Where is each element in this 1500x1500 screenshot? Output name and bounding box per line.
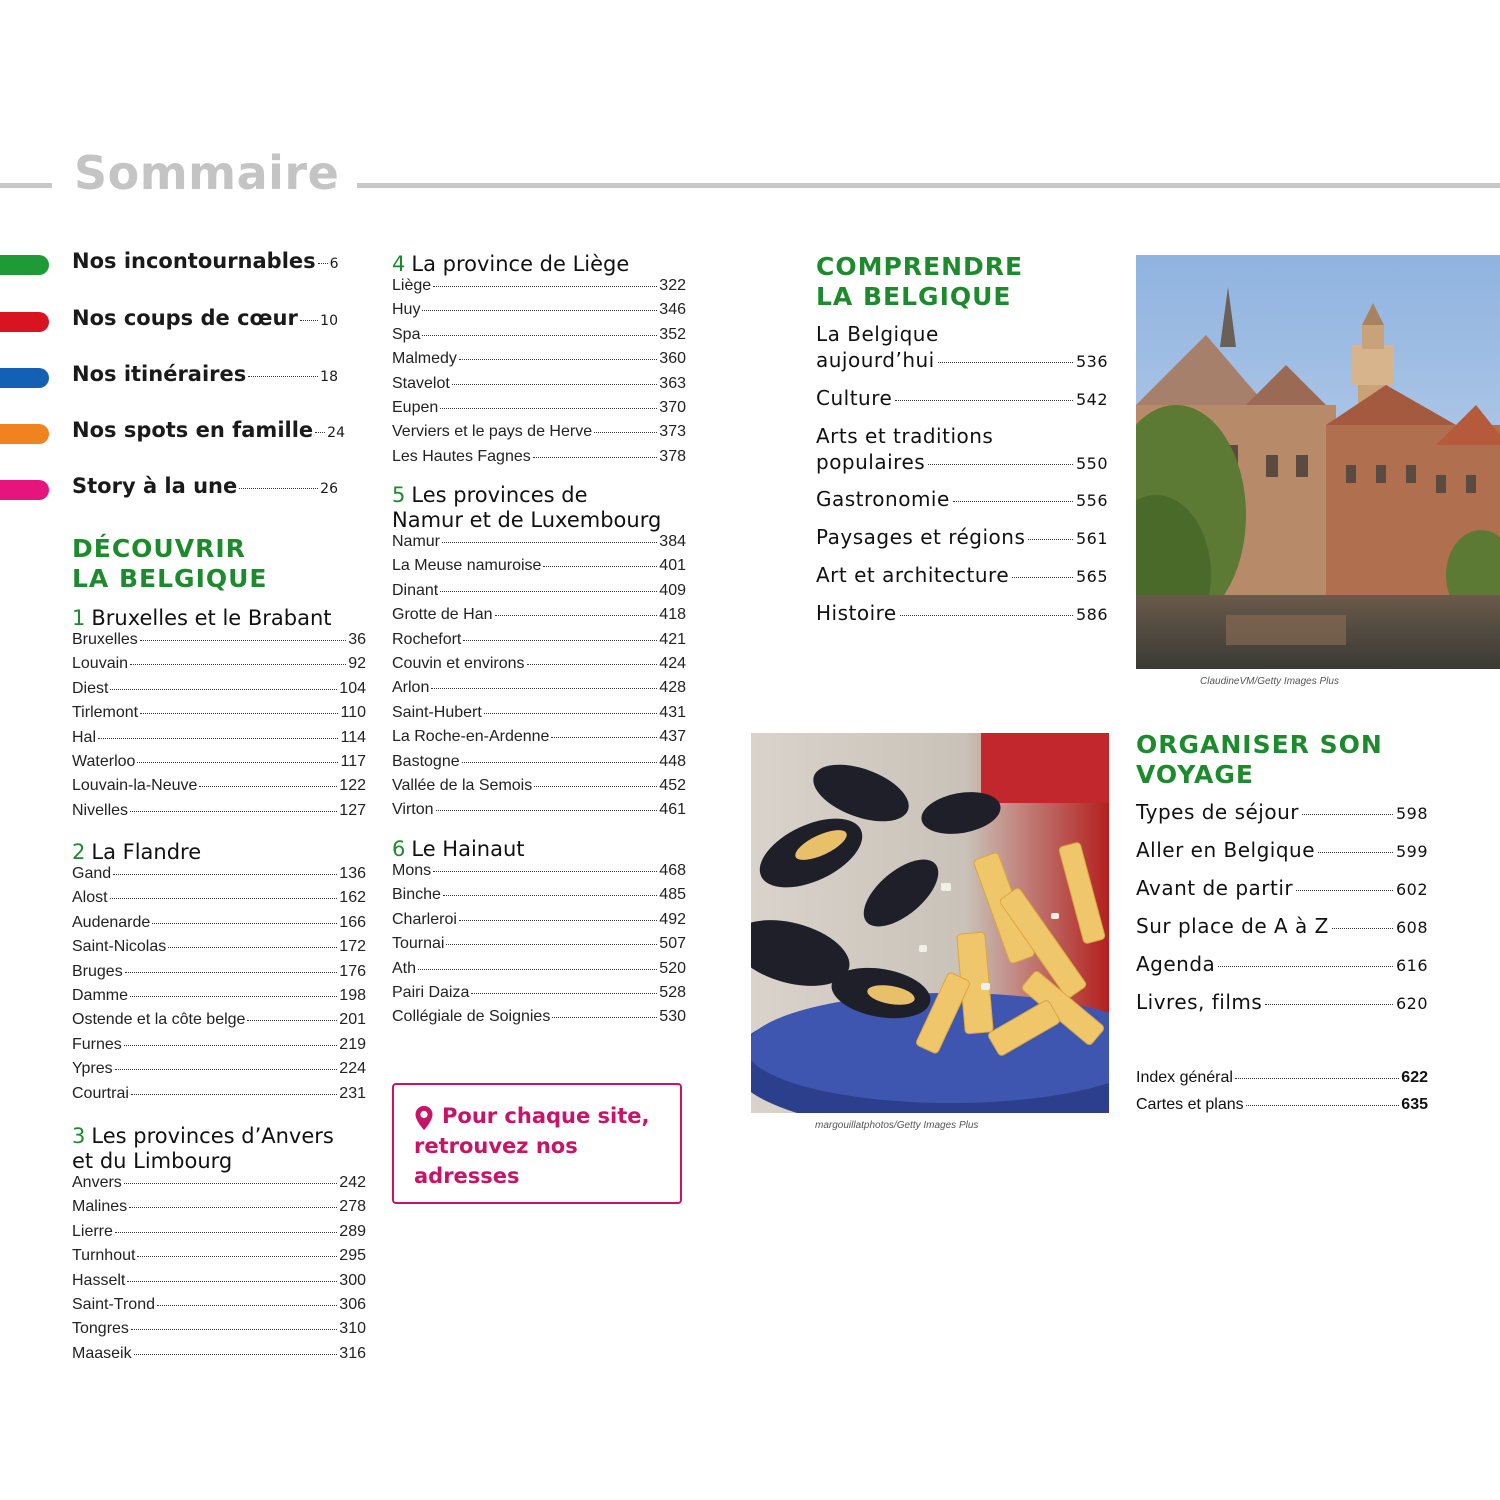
entry-name: Les Hautes Fagnes bbox=[392, 447, 531, 465]
section-heading-decouvrir: DÉCOUVRIR LA BELGIQUE bbox=[72, 534, 268, 593]
dot-leader bbox=[199, 786, 337, 787]
chapter-title: 5 Les provinces de bbox=[392, 483, 588, 507]
dot-leader bbox=[140, 640, 346, 641]
entry-page: 117 bbox=[340, 752, 366, 770]
toc-entry[interactable] bbox=[72, 914, 366, 938]
entry-name: Diest bbox=[72, 679, 109, 697]
dot-leader bbox=[137, 762, 338, 763]
toc-entry[interactable] bbox=[72, 802, 366, 826]
entry-page: 492 bbox=[659, 910, 686, 928]
entry-page: 122 bbox=[339, 777, 366, 795]
entry-page: 162 bbox=[339, 889, 366, 907]
entry-name: Dinant bbox=[392, 581, 439, 599]
entry-page: 289 bbox=[339, 1222, 366, 1240]
entry-name: Bruges bbox=[72, 962, 123, 980]
toc-entry[interactable] bbox=[392, 448, 686, 472]
entry-page: 448 bbox=[659, 752, 686, 770]
title-rule-left bbox=[0, 183, 52, 188]
dot-leader bbox=[157, 1305, 337, 1306]
toc-entry[interactable] bbox=[392, 728, 686, 752]
toc-entry[interactable] bbox=[392, 606, 686, 630]
chapter-4 bbox=[392, 252, 686, 472]
toc-entry[interactable]: Culture 542 bbox=[816, 386, 1108, 410]
toc-entry[interactable]: Arts et traditions populaires 550 bbox=[816, 424, 1108, 474]
entry-page: 520 bbox=[659, 959, 686, 977]
entry-name: Collégiale de Soignies bbox=[392, 1008, 551, 1026]
chapter-entries bbox=[392, 533, 686, 826]
toc-entry[interactable] bbox=[72, 1198, 366, 1222]
entry-name: Saint-Trond bbox=[72, 1295, 155, 1313]
dot-leader bbox=[124, 1183, 338, 1184]
toc-entry[interactable]: Types de séjour 598 bbox=[1136, 800, 1428, 824]
entry-page: 219 bbox=[339, 1035, 366, 1053]
toc-entry[interactable]: Agenda 616 bbox=[1136, 952, 1428, 976]
toc-entry[interactable] bbox=[72, 777, 366, 801]
toc-entry[interactable] bbox=[72, 1247, 366, 1271]
entry-name: Tournai bbox=[392, 935, 445, 953]
chapter-entries bbox=[392, 277, 686, 472]
dot-leader bbox=[110, 689, 337, 690]
toc-entry[interactable] bbox=[392, 655, 686, 679]
chapter-3 bbox=[72, 1124, 366, 1369]
chapter-title: 1 Bruxelles et le Brabant bbox=[72, 606, 332, 630]
toc-entry[interactable] bbox=[72, 1174, 366, 1198]
toc-entry[interactable] bbox=[392, 862, 686, 886]
toc-entry[interactable]: Aller en Belgique 599 bbox=[1136, 838, 1428, 862]
entry-page: 485 bbox=[659, 886, 686, 904]
dot-leader bbox=[462, 762, 658, 763]
toc-entry[interactable]: Art et architecture 565 bbox=[816, 563, 1108, 587]
entry-page: 437 bbox=[659, 728, 686, 746]
dot-leader bbox=[471, 993, 657, 994]
toc-entry[interactable] bbox=[72, 963, 366, 987]
dot-leader bbox=[124, 1045, 338, 1046]
dot-leader bbox=[594, 432, 657, 433]
dot-leader bbox=[115, 1232, 337, 1233]
toc-entry[interactable] bbox=[392, 582, 686, 606]
toc-entry[interactable] bbox=[392, 631, 686, 655]
toc-entry[interactable] bbox=[392, 679, 686, 703]
highlight-coups-de-coeur[interactable]: Nos coups de cœur 10 bbox=[0, 306, 350, 336]
dot-leader bbox=[440, 408, 657, 409]
toc-entry[interactable] bbox=[392, 533, 686, 557]
toc-entry[interactable]: Gastronomie 556 bbox=[816, 487, 1108, 511]
entry-name: Hasselt bbox=[72, 1271, 126, 1289]
entry-name: Charleroi bbox=[392, 910, 457, 928]
dot-leader bbox=[459, 920, 657, 921]
entry-page: 370 bbox=[659, 398, 686, 416]
entry-page: 36 bbox=[348, 631, 366, 648]
bruges-photo-credit: ClaudineVM/Getty Images Plus bbox=[1200, 676, 1339, 687]
toc-entry[interactable] bbox=[72, 655, 366, 679]
toc-entry[interactable]: Avant de partir 602 bbox=[1136, 876, 1428, 900]
entry-page: 166 bbox=[339, 913, 366, 931]
addresses-callout bbox=[392, 1083, 682, 1204]
dot-leader bbox=[459, 359, 657, 360]
toc-entry[interactable]: Livres, films 620 bbox=[1136, 990, 1428, 1014]
toc-entry[interactable] bbox=[72, 753, 366, 777]
dot-leader bbox=[440, 591, 657, 592]
toc-entry[interactable] bbox=[392, 423, 686, 447]
dot-leader bbox=[446, 944, 657, 945]
toc-entry[interactable]: Paysages et régions 561 bbox=[816, 525, 1108, 549]
entry-page: 424 bbox=[659, 654, 686, 672]
entry-page: 468 bbox=[659, 862, 686, 879]
dot-leader bbox=[130, 811, 337, 812]
entry-name: Rochefort bbox=[392, 630, 462, 648]
dot-leader bbox=[130, 996, 337, 997]
entry-page: 461 bbox=[659, 801, 686, 819]
toc-entry[interactable] bbox=[72, 987, 366, 1011]
highlight-incontournables[interactable]: Nos incontournables 6 bbox=[0, 249, 350, 279]
dot-leader bbox=[110, 898, 338, 899]
chapter-title-line2: Namur et de Luxembourg bbox=[392, 508, 662, 532]
chapter-entries bbox=[72, 1174, 366, 1369]
dot-leader bbox=[130, 664, 346, 665]
dot-leader bbox=[113, 874, 337, 875]
blue-tab-marker bbox=[0, 368, 49, 388]
entry-name: Waterloo bbox=[72, 752, 136, 770]
dot-leader bbox=[552, 1017, 657, 1018]
toc-entry[interactable] bbox=[392, 375, 686, 399]
entry-name: Malmedy bbox=[392, 350, 457, 368]
entry-page: 418 bbox=[659, 606, 686, 624]
toc-entry[interactable] bbox=[72, 631, 366, 655]
entry-page: 110 bbox=[340, 704, 366, 722]
entry-name: Anvers bbox=[72, 1174, 122, 1191]
chapter-2 bbox=[72, 840, 366, 1109]
entry-page: 528 bbox=[659, 983, 686, 1001]
entry-name: Verviers et le pays de Herve bbox=[392, 423, 593, 441]
dot-leader bbox=[442, 542, 657, 543]
entry-name: Louvain-la-Neuve bbox=[72, 777, 198, 795]
toc-entry[interactable] bbox=[392, 1008, 686, 1032]
entry-name: Arlon bbox=[392, 679, 430, 697]
entry-page: 300 bbox=[339, 1271, 366, 1289]
toc-entry[interactable] bbox=[72, 1296, 366, 1320]
entry-page: 172 bbox=[339, 938, 366, 956]
dot-leader bbox=[129, 1207, 337, 1208]
toc-entry[interactable] bbox=[72, 1011, 366, 1035]
entry-name: Saint-Hubert bbox=[392, 703, 482, 721]
mussels-photo-credit: margouillatphotos/Getty Images Plus bbox=[815, 1120, 979, 1131]
entry-name: Bruxelles bbox=[72, 631, 138, 648]
dot-leader bbox=[495, 615, 658, 616]
entry-page: 198 bbox=[339, 986, 366, 1004]
toc-entry[interactable] bbox=[392, 557, 686, 581]
toc-entry[interactable] bbox=[72, 1060, 366, 1084]
orange-tab-marker bbox=[0, 424, 49, 444]
entry-page: 231 bbox=[339, 1084, 366, 1102]
organiser-list bbox=[1136, 800, 1428, 1028]
entry-page: 421 bbox=[659, 630, 686, 648]
entry-name: Alost bbox=[72, 889, 108, 907]
dot-leader bbox=[436, 810, 658, 811]
toc-entry[interactable] bbox=[72, 1223, 366, 1247]
entry-name: Courtrai bbox=[72, 1084, 129, 1102]
entry-page: 322 bbox=[659, 277, 686, 294]
mussels-fries-photo bbox=[751, 733, 1109, 1113]
dot-leader bbox=[534, 786, 657, 787]
entry-name: Couvin et environs bbox=[392, 654, 525, 672]
comprendre-list bbox=[816, 322, 1108, 639]
entry-page: 114 bbox=[340, 728, 366, 746]
entry-name: Namur bbox=[392, 533, 441, 550]
entry-name: Malines bbox=[72, 1198, 128, 1216]
entry-name: Liège bbox=[392, 277, 432, 294]
toc-entry[interactable] bbox=[392, 935, 686, 959]
index-entry[interactable]: Cartes et plans 635 bbox=[1136, 1096, 1428, 1113]
entry-name: Audenarde bbox=[72, 913, 151, 931]
toc-entry[interactable] bbox=[392, 399, 686, 423]
entry-page: 401 bbox=[659, 557, 686, 575]
toc-entry[interactable] bbox=[72, 1345, 366, 1369]
toc-entry[interactable] bbox=[72, 889, 366, 913]
entry-page: 201 bbox=[339, 1011, 366, 1029]
dot-leader bbox=[463, 640, 657, 641]
entry-page: 373 bbox=[659, 423, 686, 441]
entry-name: Lierre bbox=[72, 1222, 113, 1240]
highlight-itineraires[interactable]: Nos itinéraires 18 bbox=[0, 362, 350, 392]
entry-name: Huy bbox=[392, 301, 421, 319]
entry-page: 92 bbox=[348, 655, 366, 673]
toc-entry[interactable] bbox=[72, 865, 366, 889]
entry-page: 104 bbox=[339, 679, 366, 697]
entry-page: 363 bbox=[659, 374, 686, 392]
toc-entry[interactable] bbox=[72, 680, 366, 704]
dot-leader bbox=[418, 969, 657, 970]
toc-entry[interactable] bbox=[392, 301, 686, 325]
toc-entry[interactable] bbox=[392, 777, 686, 801]
entry-name: Louvain bbox=[72, 655, 129, 673]
dot-leader bbox=[422, 310, 657, 311]
entry-page: 295 bbox=[339, 1247, 366, 1265]
entry-name: Virton bbox=[392, 801, 434, 819]
entry-name: Tongres bbox=[72, 1320, 129, 1338]
entry-name: La Roche-en-Ardenne bbox=[392, 728, 550, 746]
entry-name: Eupen bbox=[392, 398, 439, 416]
toc-entry[interactable] bbox=[72, 704, 366, 728]
bruges-photo bbox=[1136, 255, 1500, 669]
dot-leader bbox=[140, 713, 338, 714]
dot-leader bbox=[527, 664, 658, 665]
toc-entry[interactable] bbox=[392, 704, 686, 728]
dot-leader bbox=[452, 384, 657, 385]
entry-name: Hal bbox=[72, 728, 97, 746]
toc-entry[interactable] bbox=[72, 1036, 366, 1060]
dot-leader bbox=[131, 1094, 337, 1095]
entry-page: 346 bbox=[659, 301, 686, 319]
chapter-title-line2: et du Limbourg bbox=[72, 1149, 233, 1173]
toc-entry[interactable] bbox=[392, 277, 686, 301]
dot-leader bbox=[134, 1354, 338, 1355]
toc-entry[interactable] bbox=[392, 801, 686, 825]
dot-leader bbox=[543, 566, 657, 567]
entry-page: 428 bbox=[659, 679, 686, 697]
entry-page: 176 bbox=[339, 962, 366, 980]
chapter-entries bbox=[72, 865, 366, 1109]
toc-entry[interactable] bbox=[392, 886, 686, 910]
dot-leader bbox=[115, 1069, 338, 1070]
entry-page: 306 bbox=[339, 1295, 366, 1313]
entry-name: Tirlemont bbox=[72, 704, 139, 722]
dot-leader bbox=[247, 1020, 337, 1021]
chapter-entries bbox=[72, 631, 366, 826]
chapter-5 bbox=[392, 483, 686, 826]
dot-leader bbox=[533, 457, 658, 458]
dot-leader bbox=[431, 688, 657, 689]
highlight-spots-famille[interactable]: Nos spots en famille 24 bbox=[0, 418, 350, 448]
toc-entry[interactable]: Sur place de A à Z 608 bbox=[1136, 914, 1428, 938]
dot-leader bbox=[433, 871, 657, 872]
entry-name: La Meuse namuroise bbox=[392, 557, 542, 575]
entry-name: Mons bbox=[392, 862, 432, 879]
entry-name: Ypres bbox=[72, 1060, 113, 1078]
entry-page: 224 bbox=[339, 1060, 366, 1078]
entry-page: 507 bbox=[659, 935, 686, 953]
toc-entry[interactable] bbox=[392, 960, 686, 984]
entry-page: 310 bbox=[339, 1320, 366, 1338]
dot-leader bbox=[484, 713, 657, 714]
entry-name: Ostende et la côte belge bbox=[72, 1011, 246, 1029]
toc-entry[interactable] bbox=[72, 1085, 366, 1109]
dot-leader bbox=[551, 737, 657, 738]
entry-page: 384 bbox=[659, 533, 686, 550]
index-list bbox=[1136, 1069, 1428, 1123]
callout-text: Pour chaque site, retrouvez nos adresses bbox=[414, 1104, 650, 1188]
chapter-title: 4 La province de Liège bbox=[392, 252, 630, 276]
dot-leader bbox=[152, 923, 337, 924]
entry-name: Vallée de la Semois bbox=[392, 776, 533, 794]
highlight-story[interactable]: Story à la une 26 bbox=[0, 474, 350, 504]
entry-name: Turnhout bbox=[72, 1247, 136, 1265]
dot-leader bbox=[433, 286, 657, 287]
toc-entry[interactable]: La Belgique aujourd’hui 536 bbox=[816, 322, 1108, 372]
entry-page: 452 bbox=[659, 776, 686, 794]
section-heading-organiser: ORGANISER SON VOYAGE bbox=[1136, 730, 1383, 789]
chapter-entries bbox=[392, 862, 686, 1033]
entry-name: Ath bbox=[392, 959, 417, 977]
entry-page: 242 bbox=[339, 1174, 366, 1191]
entry-page: 136 bbox=[339, 865, 366, 882]
entry-name: Nivelles bbox=[72, 801, 129, 819]
toc-entry[interactable] bbox=[392, 326, 686, 350]
entry-name: Grotte de Han bbox=[392, 606, 493, 624]
entry-page: 378 bbox=[659, 447, 686, 465]
red-tab-marker bbox=[0, 312, 49, 332]
dot-leader bbox=[443, 895, 657, 896]
entry-name: Bastogne bbox=[392, 752, 460, 770]
entry-name: Maaseik bbox=[72, 1344, 132, 1362]
chapter-6 bbox=[392, 837, 686, 1033]
entry-name: Spa bbox=[392, 325, 421, 343]
entry-name: Furnes bbox=[72, 1035, 122, 1053]
dot-leader bbox=[422, 335, 657, 336]
toc-entry[interactable] bbox=[72, 729, 366, 753]
dot-leader bbox=[98, 738, 338, 739]
dot-leader bbox=[137, 1256, 337, 1257]
page-title: Sommaire bbox=[74, 146, 340, 200]
toc-entry[interactable] bbox=[392, 984, 686, 1008]
chapter-title: 2 La Flandre bbox=[72, 840, 202, 864]
entry-page: 352 bbox=[659, 325, 686, 343]
entry-name: Saint-Nicolas bbox=[72, 938, 167, 956]
entry-page: 409 bbox=[659, 581, 686, 599]
entry-name: Binche bbox=[392, 886, 441, 904]
toc-entry[interactable] bbox=[392, 350, 686, 374]
title-rule-right bbox=[357, 183, 1500, 188]
toc-entry[interactable] bbox=[72, 1320, 366, 1344]
entry-name: Pairi Daiza bbox=[392, 983, 470, 1001]
entry-page: 431 bbox=[659, 703, 686, 721]
chapter-1 bbox=[72, 606, 366, 826]
pink-tab-marker bbox=[0, 480, 49, 500]
dot-leader bbox=[168, 947, 337, 948]
entry-name: Damme bbox=[72, 986, 129, 1004]
toc-entry[interactable]: Histoire 586 bbox=[816, 601, 1108, 625]
entry-page: 127 bbox=[339, 801, 366, 819]
green-tab-marker bbox=[0, 255, 49, 275]
dot-leader bbox=[127, 1281, 337, 1282]
toc-entry[interactable] bbox=[392, 753, 686, 777]
index-entry[interactable]: Index général 622 bbox=[1136, 1069, 1428, 1086]
chapter-title: 6 Le Hainaut bbox=[392, 837, 525, 861]
toc-entry[interactable] bbox=[392, 911, 686, 935]
chapter-title: 3 Les provinces d’Anvers bbox=[72, 1124, 334, 1148]
section-heading-comprendre: COMPRENDRE LA BELGIQUE bbox=[816, 252, 1024, 311]
entry-name: Gand bbox=[72, 865, 112, 882]
entry-page: 530 bbox=[659, 1008, 686, 1026]
dot-leader bbox=[125, 972, 338, 973]
toc-entry[interactable] bbox=[72, 1272, 366, 1296]
toc-entry[interactable] bbox=[72, 938, 366, 962]
entry-page: 360 bbox=[659, 350, 686, 368]
entry-name: Stavelot bbox=[392, 374, 450, 392]
entry-page: 278 bbox=[339, 1198, 366, 1216]
dot-leader bbox=[131, 1329, 337, 1330]
entry-page: 316 bbox=[339, 1344, 366, 1362]
